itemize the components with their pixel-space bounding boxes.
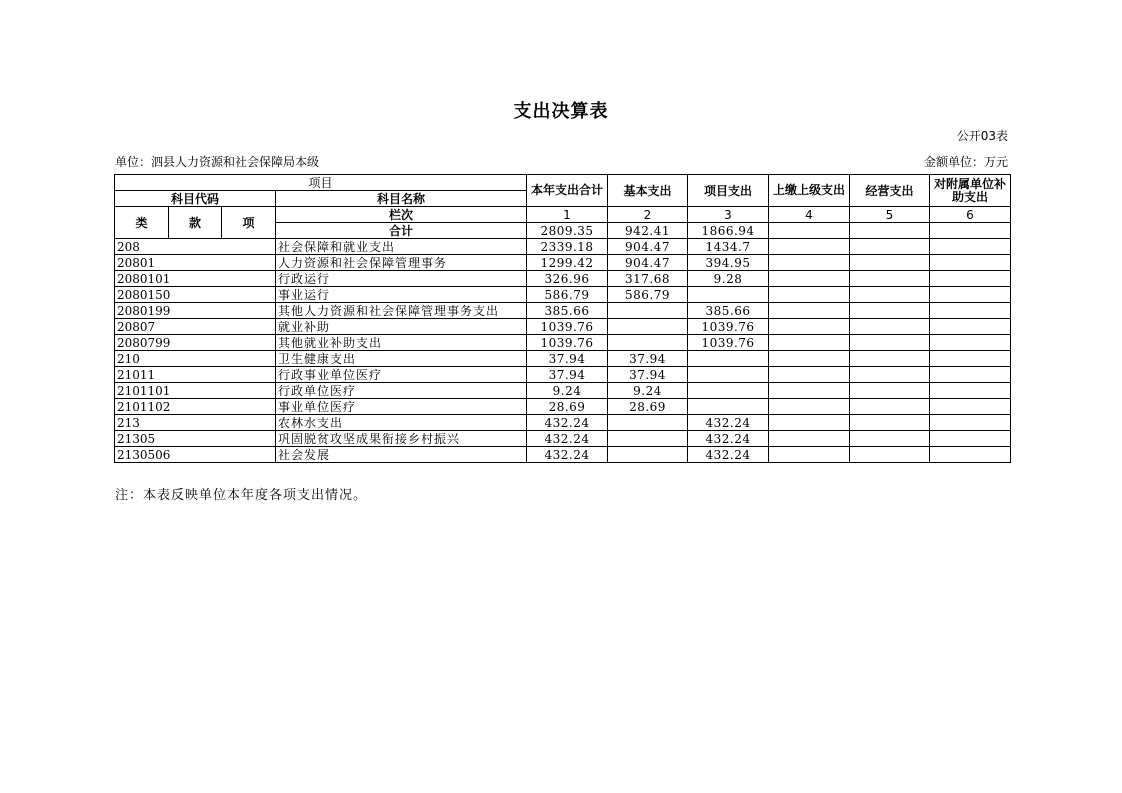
xiang-header: 项 — [222, 207, 276, 239]
subject-code: 208 — [115, 239, 276, 255]
amount-cell — [608, 335, 688, 351]
amount-cell — [930, 351, 1011, 367]
amount-cell — [769, 447, 850, 463]
subject-code: 2080799 — [115, 335, 276, 351]
amount-cell — [850, 399, 930, 415]
col-header-project: 项目支出 — [688, 175, 769, 207]
subject-name: 就业补助 — [276, 319, 527, 335]
total-value: 942.41 — [608, 223, 688, 239]
amount-cell — [688, 367, 769, 383]
amount-cell: 9.28 — [688, 271, 769, 287]
table-row — [115, 319, 1011, 335]
amount-cell: 432.24 — [527, 415, 608, 431]
expenditure-table — [114, 174, 1011, 463]
code-group-header: 科目代码 — [115, 191, 276, 207]
amount-cell — [769, 351, 850, 367]
col-header-basic: 基本支出 — [608, 175, 688, 207]
form-number: 公开03表 — [956, 129, 1008, 143]
amount-cell — [930, 431, 1011, 447]
subject-code: 2130506 — [115, 447, 276, 463]
amount-cell: 9.24 — [527, 383, 608, 399]
amount-cell: 37.94 — [608, 367, 688, 383]
total-value — [850, 223, 930, 239]
table-row — [115, 447, 1011, 463]
table-row — [115, 431, 1011, 447]
amount-cell: 432.24 — [527, 447, 608, 463]
col-num: 1 — [527, 207, 608, 223]
col-header-subsidy: 对附属单位补助支出 — [930, 175, 1011, 207]
col-header-total: 本年支出合计 — [527, 175, 608, 207]
amount-cell: 2339.18 — [527, 239, 608, 255]
amount-cell: 385.66 — [527, 303, 608, 319]
subject-code: 2080101 — [115, 271, 276, 287]
kuan-header: 款 — [169, 207, 222, 239]
total-value — [930, 223, 1011, 239]
subject-name: 事业单位医疗 — [276, 399, 527, 415]
amount-cell: 1039.76 — [527, 335, 608, 351]
amount-cell — [769, 239, 850, 255]
header-row-1 — [115, 175, 1011, 191]
amount-cell: 1039.76 — [527, 319, 608, 335]
amount-cell — [930, 335, 1011, 351]
subject-name: 巩固脱贫攻坚成果衔接乡村振兴 — [276, 431, 527, 447]
page-title: 支出决算表 — [513, 101, 609, 122]
amount-cell — [850, 303, 930, 319]
amount-cell — [850, 415, 930, 431]
amount-cell: 1039.76 — [688, 335, 769, 351]
col-header-upper: 上缴上级支出 — [769, 175, 850, 207]
subject-name: 行政事业单位医疗 — [276, 367, 527, 383]
col-header-operation: 经营支出 — [850, 175, 930, 207]
amount-cell — [930, 367, 1011, 383]
amount-cell — [930, 399, 1011, 415]
table-row — [115, 239, 1011, 255]
amount-cell — [608, 431, 688, 447]
subject-code: 2101101 — [115, 383, 276, 399]
amount-cell — [930, 415, 1011, 431]
amount-cell: 37.94 — [527, 351, 608, 367]
unit-label: 单位：泗县人力资源和社会保障局本级 — [115, 155, 320, 169]
amount-cell — [930, 383, 1011, 399]
subject-code: 20807 — [115, 319, 276, 335]
project-header: 项目 — [115, 175, 527, 191]
subject-name: 社会发展 — [276, 447, 527, 463]
lei-header: 类 — [115, 207, 169, 239]
footnote: 注：本表反映单位本年度各项支出情况。 — [115, 488, 368, 503]
amount-cell: 37.94 — [527, 367, 608, 383]
subject-name: 卫生健康支出 — [276, 351, 527, 367]
table-row — [115, 303, 1011, 319]
amount-cell: 394.95 — [688, 255, 769, 271]
table-row — [115, 271, 1011, 287]
amount-cell — [608, 415, 688, 431]
col-num: 2 — [608, 207, 688, 223]
amount-cell — [930, 447, 1011, 463]
subject-name: 事业运行 — [276, 287, 527, 303]
amount-cell — [930, 255, 1011, 271]
amount-cell — [688, 399, 769, 415]
amount-cell — [769, 367, 850, 383]
subject-code: 2080199 — [115, 303, 276, 319]
total-value — [769, 223, 850, 239]
amount-cell: 904.47 — [608, 255, 688, 271]
amount-cell: 904.47 — [608, 239, 688, 255]
amount-cell — [769, 287, 850, 303]
amount-cell: 1299.42 — [527, 255, 608, 271]
amount-cell: 432.24 — [527, 431, 608, 447]
amount-cell — [850, 239, 930, 255]
header-row-3 — [115, 207, 1011, 223]
table-row — [115, 287, 1011, 303]
subject-name: 其他人力资源和社会保障管理事务支出 — [276, 303, 527, 319]
amount-cell — [930, 271, 1011, 287]
table-row — [115, 335, 1011, 351]
amount-cell — [850, 255, 930, 271]
amount-cell — [688, 351, 769, 367]
subject-code: 210 — [115, 351, 276, 367]
amount-cell: 326.96 — [527, 271, 608, 287]
amount-cell — [850, 319, 930, 335]
amount-cell — [850, 383, 930, 399]
total-label: 合计 — [276, 223, 527, 239]
amount-cell — [850, 271, 930, 287]
amount-cell — [850, 335, 930, 351]
col-num: 6 — [930, 207, 1011, 223]
table-row — [115, 351, 1011, 367]
col-num: 3 — [688, 207, 769, 223]
amount-cell: 1434.7 — [688, 239, 769, 255]
amount-cell — [608, 319, 688, 335]
amount-cell: 28.69 — [527, 399, 608, 415]
table-row — [115, 399, 1011, 415]
amount-cell: 1039.76 — [688, 319, 769, 335]
subject-name: 行政运行 — [276, 271, 527, 287]
amount-cell: 432.24 — [688, 415, 769, 431]
subject-code: 213 — [115, 415, 276, 431]
amount-cell: 385.66 — [688, 303, 769, 319]
amount-cell — [850, 431, 930, 447]
amount-cell — [850, 447, 930, 463]
amount-cell — [769, 415, 850, 431]
col-num: 4 — [769, 207, 850, 223]
amount-cell — [608, 303, 688, 319]
table-row — [115, 255, 1011, 271]
amount-cell — [769, 303, 850, 319]
total-value: 2809.35 — [527, 223, 608, 239]
amount-cell — [688, 383, 769, 399]
amount-cell: 586.79 — [527, 287, 608, 303]
amount-cell — [930, 303, 1011, 319]
amount-cell — [850, 287, 930, 303]
amount-cell — [608, 447, 688, 463]
amount-cell — [769, 319, 850, 335]
amount-cell — [930, 287, 1011, 303]
subject-code: 2101102 — [115, 399, 276, 415]
amount-cell — [769, 335, 850, 351]
amount-cell — [930, 319, 1011, 335]
table-row — [115, 367, 1011, 383]
table-row — [115, 415, 1011, 431]
amount-cell — [769, 255, 850, 271]
subject-name: 农林水支出 — [276, 415, 527, 431]
amount-cell — [688, 287, 769, 303]
amount-cell: 28.69 — [608, 399, 688, 415]
subject-name: 社会保障和就业支出 — [276, 239, 527, 255]
name-group-header: 科目名称 — [276, 191, 527, 207]
lanci-header: 栏次 — [276, 207, 527, 223]
amount-cell — [850, 367, 930, 383]
amount-cell — [769, 271, 850, 287]
amount-cell: 317.68 — [608, 271, 688, 287]
amount-cell: 9.24 — [608, 383, 688, 399]
subject-name: 人力资源和社会保障管理事务 — [276, 255, 527, 271]
money-unit-label: 金额单位：万元 — [923, 155, 1008, 169]
amount-cell: 432.24 — [688, 431, 769, 447]
amount-cell — [769, 383, 850, 399]
subject-code: 20801 — [115, 255, 276, 271]
table-body — [115, 239, 1011, 463]
amount-cell: 432.24 — [688, 447, 769, 463]
subject-code: 21305 — [115, 431, 276, 447]
amount-cell — [930, 239, 1011, 255]
amount-cell: 37.94 — [608, 351, 688, 367]
amount-cell: 586.79 — [608, 287, 688, 303]
col-num: 5 — [850, 207, 930, 223]
subject-code: 2080150 — [115, 287, 276, 303]
amount-cell — [769, 399, 850, 415]
subject-name: 行政单位医疗 — [276, 383, 527, 399]
table-row — [115, 383, 1011, 399]
subject-code: 21011 — [115, 367, 276, 383]
amount-cell — [769, 431, 850, 447]
amount-cell — [850, 351, 930, 367]
subject-name: 其他就业补助支出 — [276, 335, 527, 351]
total-value: 1866.94 — [688, 223, 769, 239]
